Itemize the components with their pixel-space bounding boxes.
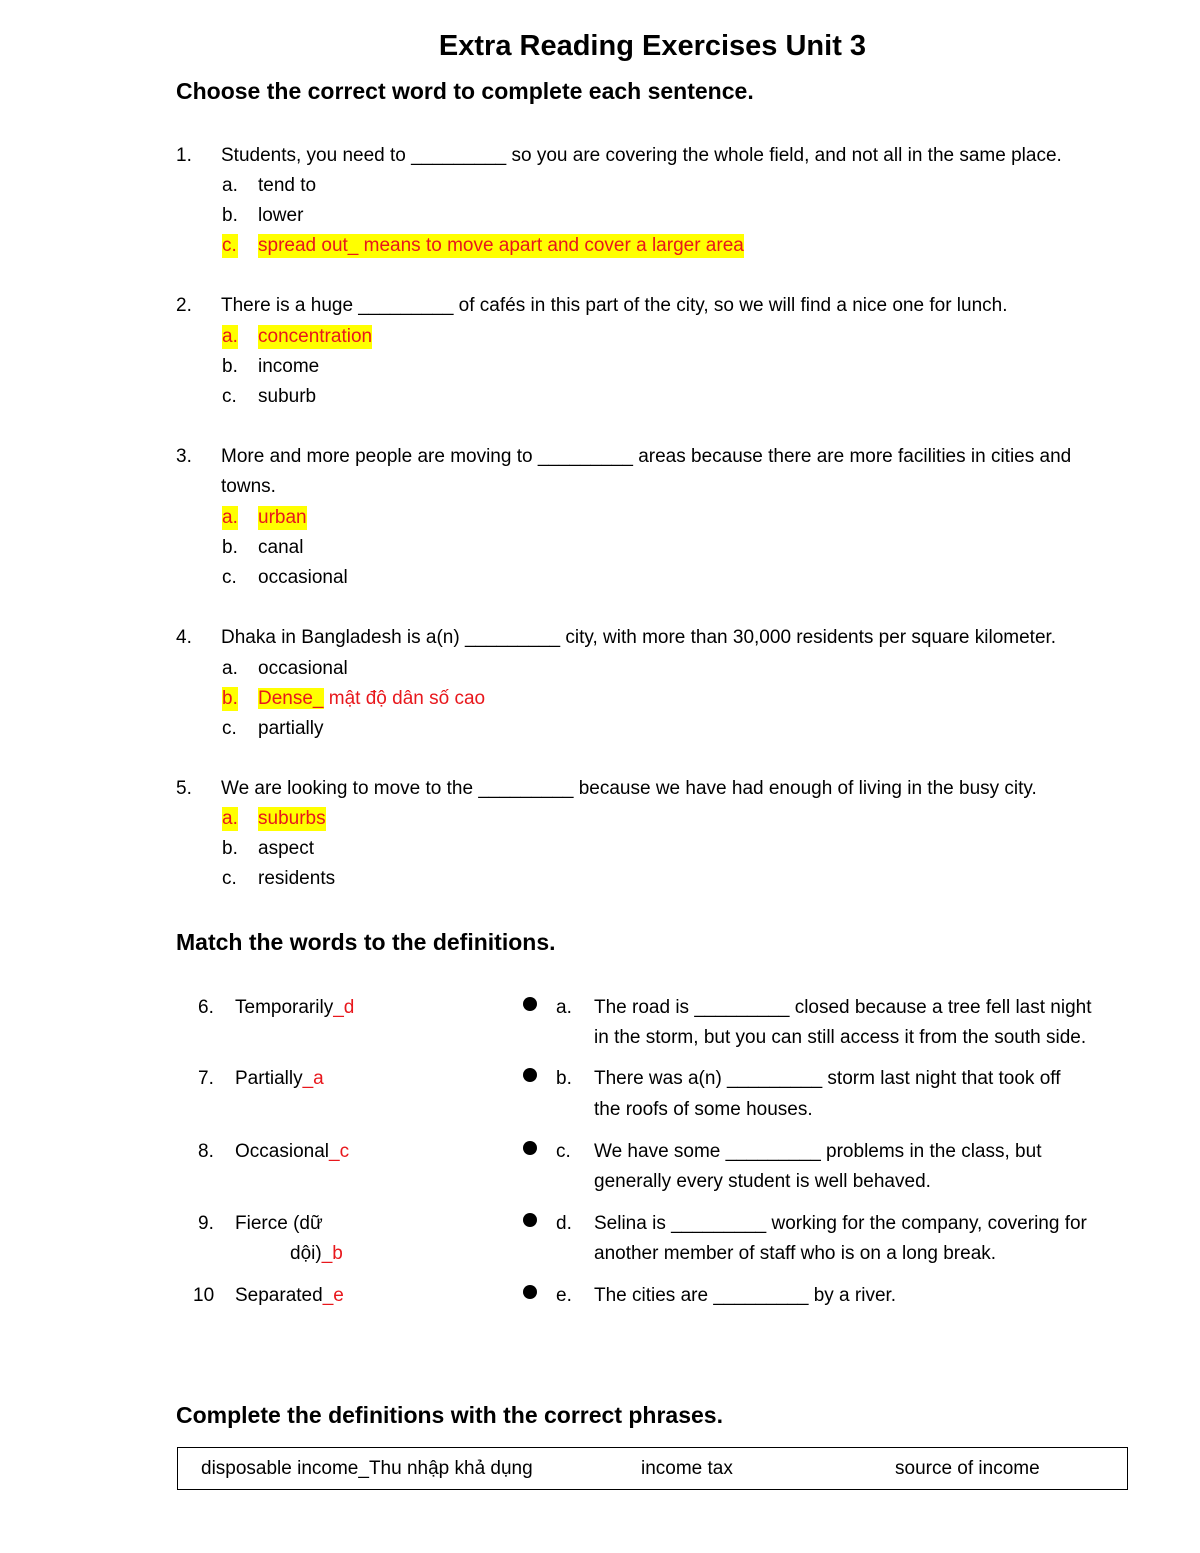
option-letter: b.: [222, 838, 238, 859]
option-text: occasional: [258, 567, 348, 588]
option-letter: b.: [222, 537, 238, 558]
word-answer: _b: [321, 1243, 343, 1264]
option-text: partially: [258, 718, 324, 739]
option-letter-highlighted: b.: [222, 688, 238, 709]
option-letter-highlighted: a.: [222, 326, 238, 347]
definition-text: the roofs of some houses.: [594, 1099, 813, 1120]
definition-text: The road is _________ closed because a tree fell last night: [594, 997, 1092, 1018]
definition-letter: b.: [556, 1068, 572, 1089]
option-text: occasional: [258, 658, 348, 679]
option-text: income: [258, 356, 320, 377]
option-text: aspect: [258, 838, 314, 859]
word-line: [235, 1284, 344, 1308]
question-number: 2.: [176, 295, 192, 316]
word-text: Separated: [235, 1285, 323, 1306]
word-number: 10: [193, 1285, 215, 1306]
section-heading-match: Match the words to the definitions.: [176, 929, 556, 955]
word-number: 9.: [198, 1213, 214, 1234]
word-line: [235, 1067, 324, 1091]
option-letter: c.: [222, 868, 237, 889]
definition-text: We have some _________ problems in the class, but: [594, 1141, 1042, 1162]
option-letter: c.: [222, 718, 237, 739]
option-text-highlighted: spread out_ means to move apart and cover a larger area: [258, 235, 744, 256]
option-note: mật độ dân số cao: [323, 688, 486, 709]
definition-letter: e.: [556, 1285, 572, 1306]
phrase-item: source of income: [895, 1458, 1040, 1479]
question-number: 4.: [176, 627, 192, 648]
section-heading-complete: Complete the definitions with the correct phrases.: [176, 1402, 723, 1428]
question-text: Students, you need to _________ so you are covering the whole field, and not all in the same place.: [221, 145, 1062, 166]
option-letter: b.: [222, 356, 238, 377]
bullet-icon: [523, 1068, 537, 1082]
bullet-icon: [523, 1285, 537, 1299]
word-number: 8.: [198, 1141, 214, 1162]
question-text: Dhaka in Bangladesh is a(n) _________ city, with more than 30,000 residents per square kilometer.: [221, 627, 1057, 648]
word-answer: _e: [322, 1285, 344, 1306]
word-answer: _a: [302, 1068, 324, 1089]
word-text-continued: dội): [290, 1243, 322, 1264]
option-text: canal: [258, 537, 304, 558]
definition-text: generally every student is well behaved.: [594, 1171, 931, 1192]
option-text-highlighted: Dense_: [258, 688, 324, 709]
option-letter: c.: [222, 386, 237, 407]
option-letter: b.: [222, 205, 238, 226]
word-text: Temporarily: [235, 997, 334, 1018]
definition-letter: a.: [556, 997, 572, 1018]
option-answer-line: [258, 687, 485, 711]
phrase-item: disposable income_Thu nhập khả dụng: [201, 1458, 533, 1479]
option-text-highlighted: suburbs: [258, 808, 326, 829]
option-text-highlighted: urban: [258, 507, 307, 528]
definition-letter: d.: [556, 1213, 572, 1234]
question-number: 1.: [176, 145, 192, 166]
option-letter: c.: [222, 567, 237, 588]
word-text: Occasional: [235, 1141, 329, 1162]
phrase-box: [177, 1447, 1128, 1490]
word-text: Partially: [235, 1068, 303, 1089]
bullet-icon: [523, 1141, 537, 1155]
option-letter: a.: [222, 175, 238, 196]
definition-text: in the storm, but you can still access it from the south side.: [594, 1027, 1087, 1048]
word-answer: _c: [329, 1141, 350, 1162]
definition-text: another member of staff who is on a long break.: [594, 1243, 997, 1264]
option-text: residents: [258, 868, 336, 889]
option-text-highlighted: concentration: [258, 326, 373, 347]
page-title: Extra Reading Exercises Unit 3: [438, 30, 867, 62]
option-letter-highlighted: c.: [222, 235, 237, 256]
word-number: 7.: [198, 1068, 214, 1089]
option-text: lower: [258, 205, 304, 226]
definition-letter: c.: [556, 1141, 571, 1162]
option-letter: a.: [222, 658, 238, 679]
bullet-icon: [523, 1213, 537, 1227]
option-letter-highlighted: a.: [222, 808, 238, 829]
definition-text: There was a(n) _________ storm last night that took off: [594, 1068, 1061, 1089]
word-text: Fierce (dữ: [235, 1213, 323, 1234]
word-line: [290, 1242, 343, 1266]
section-heading-choose: Choose the correct word to complete each sentence.: [176, 78, 754, 104]
question-number: 5.: [176, 778, 192, 799]
option-text: suburb: [258, 386, 317, 407]
definition-text: Selina is _________ working for the company, covering for: [594, 1213, 1087, 1234]
question-text: There is a huge _________ of cafés in this part of the city, so we will find a nice one for lunch.: [221, 295, 1008, 316]
phrase-item: income tax: [641, 1458, 733, 1479]
question-number: 3.: [176, 446, 192, 467]
question-text: We are looking to move to the _________ because we have had enough of living in the busy city.: [221, 778, 1037, 799]
option-text: tend to: [258, 175, 317, 196]
question-text-continued: towns.: [221, 476, 276, 497]
bullet-icon: [523, 997, 537, 1011]
option-letter-highlighted: a.: [222, 507, 238, 528]
word-number: 6.: [198, 997, 214, 1018]
definition-text: The cities are _________ by a river.: [594, 1285, 897, 1306]
word-answer: _d: [333, 997, 355, 1018]
word-line: [235, 996, 354, 1020]
word-line: [235, 1140, 349, 1164]
question-text: More and more people are moving to _________ areas because there are more facilities in cities and: [221, 446, 1072, 467]
